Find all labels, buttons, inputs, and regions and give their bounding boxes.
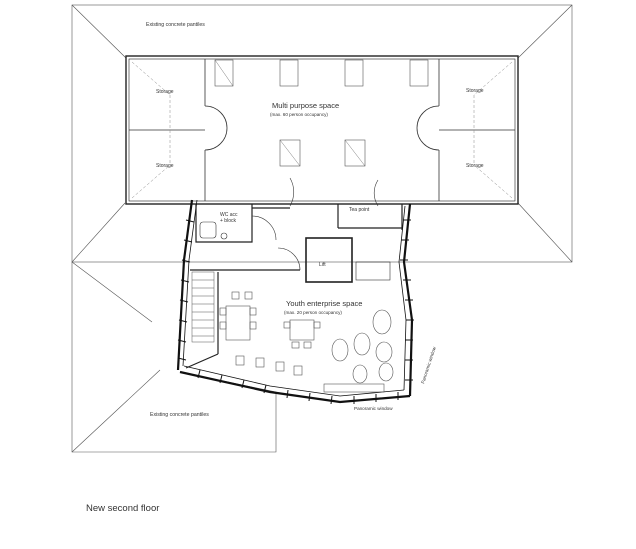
- label-existing-bottom: Existing concrete pantiles: [150, 412, 209, 418]
- label-panoramic-window-right: Panoramic window: [420, 346, 437, 385]
- label-multi-purpose: Multi purpose space: [272, 101, 340, 110]
- label-storage-tr: Storage: [466, 88, 484, 94]
- label-wc: WC acc: [220, 212, 238, 218]
- label-storage-br: Storage: [466, 163, 484, 169]
- label-lift: Lift: [319, 262, 326, 268]
- label-storage-tl: Storage: [156, 89, 174, 95]
- label-multi-purpose-occupancy: (max. 60 person occupancy): [270, 112, 328, 117]
- label-tea-point: Tea point: [349, 207, 370, 213]
- label-youth-occupancy: (max. 20 person occupancy): [284, 310, 342, 315]
- label-youth-enterprise: Youth enterprise space: [286, 299, 363, 308]
- stair: [192, 272, 214, 342]
- existing-roof-outline: [72, 5, 572, 262]
- label-storage-bl: Storage: [156, 163, 174, 169]
- label-wc-block: + block: [220, 218, 236, 224]
- label-existing-top: Existing concrete pantiles: [146, 22, 205, 28]
- label-panoramic-window-bottom: Panoramic window: [354, 406, 393, 411]
- drawing-caption: New second floor: [86, 503, 160, 514]
- table: [226, 306, 250, 340]
- glazed-wall-left: [178, 200, 192, 370]
